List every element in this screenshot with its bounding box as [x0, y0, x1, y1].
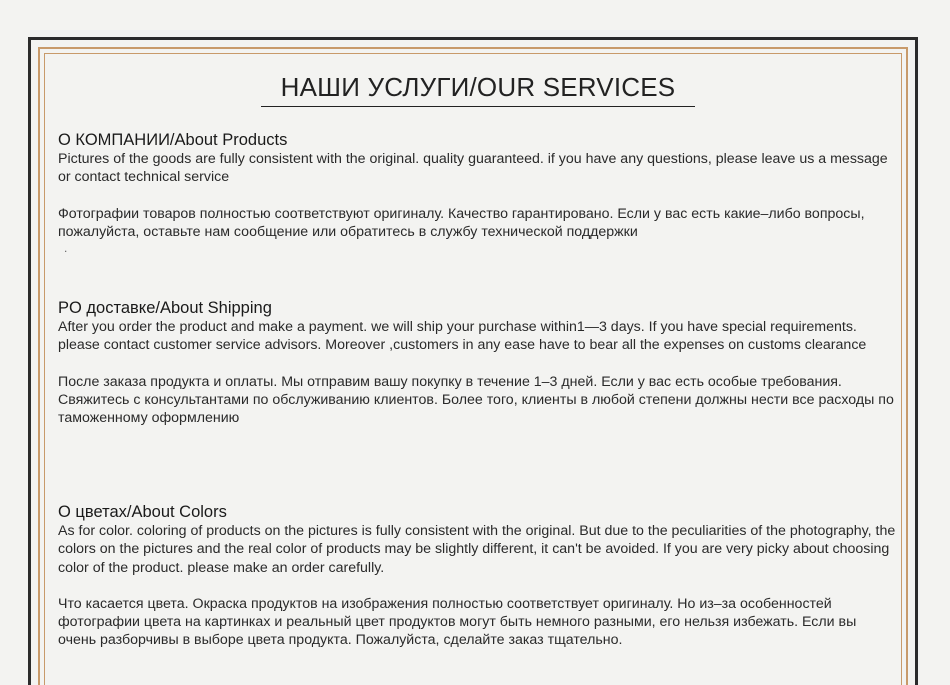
section-heading: О цветах/About Colors: [58, 503, 227, 521]
stray-dot: .: [64, 241, 68, 256]
section-text-en: As for color. coloring of products on the pictures is fully consistent with the original. But due to the peculiarities of the photography, the colors on the pictures and the real color of products may be slightly different, it can't be avoided. If you are very picky about choosing color of the product. please make an order carefully.: [58, 523, 896, 576]
section-about-colors: [58, 503, 898, 650]
section-about-products: [58, 131, 898, 255]
section-text-ru: Фотографии товаров полностью соответствуют оригиналу. Качество гарантировано. Если у вас есть какие–либо вопросы, пожалуйста, оставьте нам сообщение или обратитесь в службу технической поддержки: [58, 205, 865, 240]
section-text-en: After you order the product and make a payment. we will ship your purchase within1—3 days. If you have special requirements. please contact customer service advisors. Moreover ,customers in any ease have to bear all the expenses on customs clearance: [58, 319, 867, 354]
page-title: НАШИ УСЛУГИ/OUR SERVICES: [280, 72, 676, 102]
section-heading: О КОМПАНИИ/About Products: [58, 131, 288, 149]
services-content: [58, 70, 898, 649]
section-about-shipping: [58, 299, 898, 427]
title-underline: [261, 106, 695, 107]
section-text-en: Pictures of the goods are fully consistent with the original. quality guaranteed. if you have any questions, please leave us a message or contact technical service: [58, 151, 888, 186]
section-text-ru: Что касается цвета. Окраска продуктов на изображения полностью соответствует оригиналу. Но из–за особенностей фотографии цвета на картинках и реальный цвет продуктов могут быть немного разными, его нельзя избежать. Если вы очень разборчивы в выборе цвета продукта. Пожалуйста, сделайте заказ тщательно.: [58, 595, 857, 649]
section-text-ru: После заказа продукта и оплаты. Мы отправим вашу покупку в течение 1–3 дней. Если у вас есть особые требования. Свяжитесь с консультантами по обслуживанию клиентов. Более того, клиенты в любой степени должны нести все расходы по таможенному оформлению: [58, 373, 894, 427]
section-heading: PO доставке/About Shipping: [58, 299, 272, 317]
